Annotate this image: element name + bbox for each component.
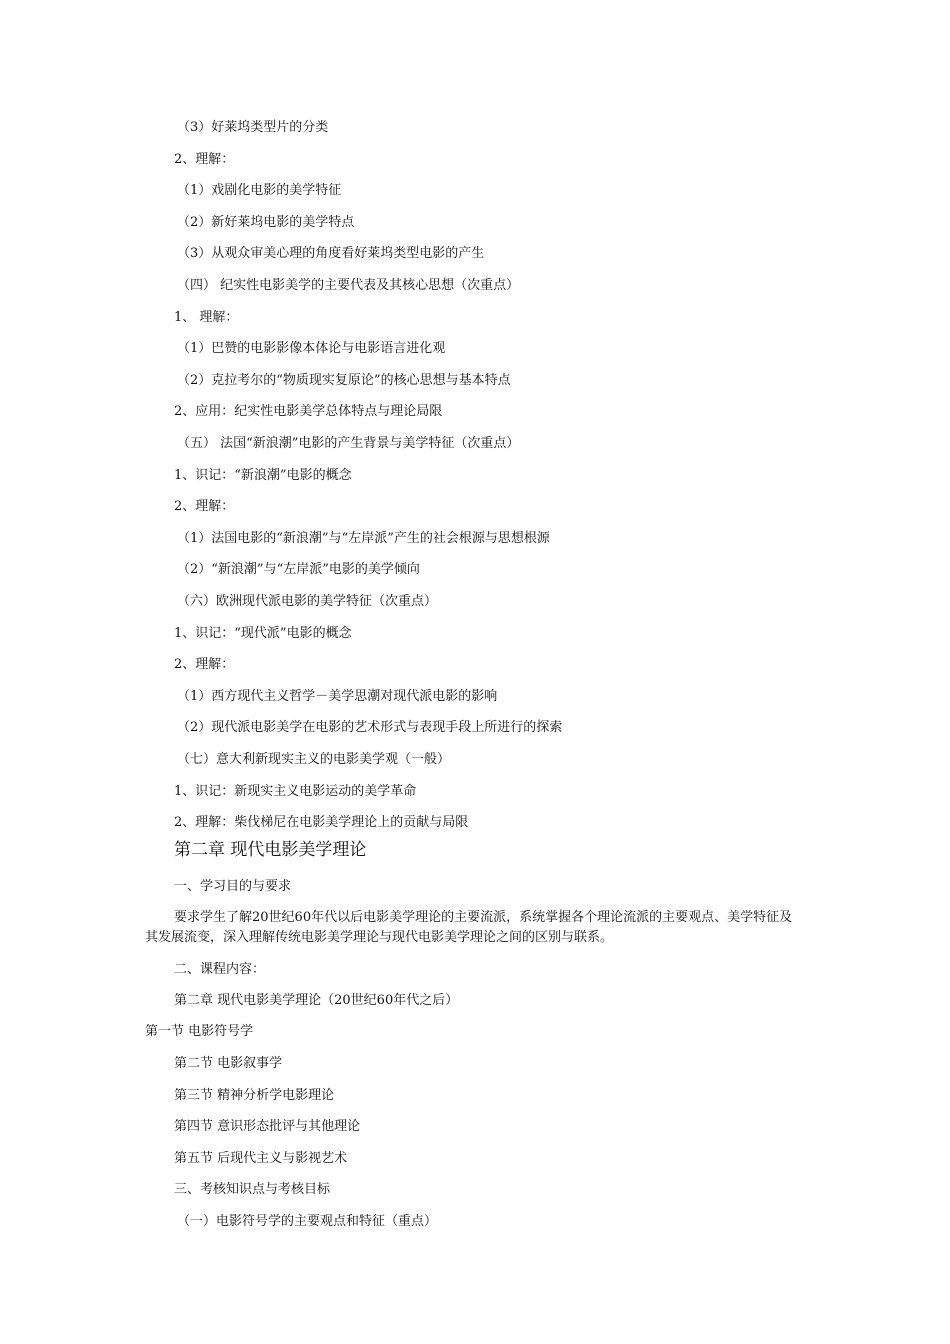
section-item: 第五节 后现代主义与影视艺术 (174, 1151, 348, 1166)
section-item: 第二节 电影叙事学 (174, 1056, 283, 1071)
section-heading: 三、考核知识点与考核目标 (174, 1182, 331, 1197)
text-line: 1、识记：“现代派”电影的概念 (174, 626, 352, 641)
text-line: （3）好莱坞类型片的分类 (177, 120, 329, 135)
text-line: （五） 法国“新浪潮”电影的产生背景与美学特征（次重点） (177, 436, 520, 451)
text-line: （1）法国电影的“新浪潮”与“左岸派”产生的社会根源与思想根源 (177, 531, 550, 546)
text-line: （一）电影符号学的主要观点和特征（重点） (177, 1214, 438, 1229)
text-line: （3）从观众审美心理的角度看好莱坞类型电影的产生 (177, 246, 485, 261)
text-line: （2）现代派电影美学在电影的艺术形式与表现手段上所进行的探索 (177, 720, 563, 735)
text-line: （七）意大利新现实主义的电影美学观（一般） (177, 752, 451, 767)
text-line: （1）巴赞的电影影像本体论与电影语言进化观 (177, 341, 446, 356)
body-paragraph: 要求学生了解20世纪60年代以后电影美学理论的主要流派，系统掌握各个理论流派的主要观点、美学特征及其发展流变，深入理解传统电影美学理论与现代电影美学理论之间的区别与联系。 (145, 910, 793, 945)
text-line: 2、理解：柴伐梯尼在电影美学理论上的贡献与局限 (174, 815, 469, 830)
section-item: 第四节 意识形态批评与其他理论 (174, 1119, 361, 1134)
text-line: 1、识记：新现实主义电影运动的美学革命 (174, 784, 417, 799)
text-line: 2、理解： (174, 152, 235, 167)
text-line: 2、应用：纪实性电影美学总体特点与理论局限 (174, 404, 443, 419)
text-line: （四） 纪实性电影美学的主要代表及其核心思想（次重点） (177, 278, 520, 293)
text-line: 第二章 现代电影美学理论（20世纪60年代之后） (174, 993, 459, 1008)
text-line: 1、识记：“新浪潮”电影的概念 (174, 468, 352, 483)
text-line: 2、理解： (174, 499, 235, 514)
text-line: （六）欧洲现代派电影的美学特征（次重点） (177, 594, 438, 609)
text-line: （1）西方现代主义哲学－美学思潮对现代派电影的影响 (177, 689, 498, 704)
section-heading: 二、课程内容： (174, 962, 266, 977)
section-heading: 一、学习目的与要求 (174, 879, 292, 894)
text-line: （2）新好莱坞电影的美学特点 (177, 215, 355, 230)
text-line: （2）克拉考尔的“物质现实复原论”的核心思想与基本特点 (177, 373, 511, 388)
text-line: （1）戏剧化电影的美学特征 (177, 183, 342, 198)
section-item: 第三节 精神分析学电影理论 (174, 1088, 335, 1103)
chapter-title: 第二章 现代电影美学理论 (174, 840, 367, 860)
text-line: （2）“新浪潮”与“左岸派”电影的美学倾向 (177, 562, 420, 577)
text-line: 1、 理解： (174, 310, 239, 325)
section-item: 第一节 电影符号学 (145, 1024, 254, 1039)
text-line: 2、理解： (174, 657, 235, 672)
